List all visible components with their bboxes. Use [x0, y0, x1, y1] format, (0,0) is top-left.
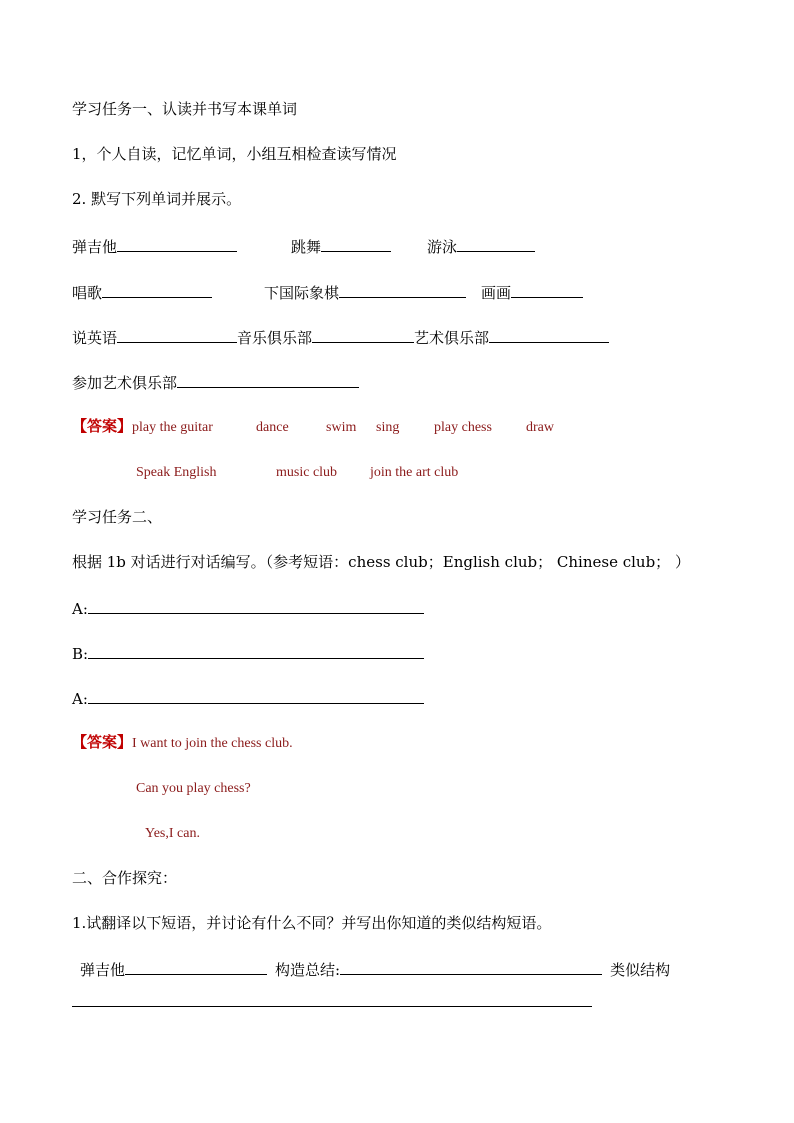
dialog-line-a2: [72, 686, 424, 708]
answer-text: draw: [526, 420, 555, 435]
answer-blank[interactable]: [321, 234, 391, 252]
vocab-label: 参加艺术俱乐部: [72, 374, 178, 392]
answer-blank[interactable]: [457, 234, 535, 252]
answer-text: I want to join the chess club.: [132, 736, 293, 751]
answer-blank[interactable]: [312, 325, 414, 343]
answer-tag: 【答案】: [72, 733, 133, 751]
answer-text: music club: [276, 465, 338, 480]
answer-blank[interactable]: [125, 957, 267, 975]
phrase-label: 弹吉他: [80, 961, 126, 979]
answer-text: Can you play chess?: [136, 781, 251, 796]
task2-prompt: 根据 1b 对话进行对话编写。（参考短语：chess club；English club； Chinese club； ）: [72, 553, 690, 571]
answer-blank[interactable]: [177, 370, 359, 388]
task1-answer-row-1: [72, 415, 554, 437]
vocab-label: 下国际象棋: [264, 284, 340, 302]
cooperate-title: 二、合作探究：: [72, 869, 178, 887]
answer-text: Yes,I can.: [145, 826, 200, 841]
answer-text: play chess: [434, 420, 492, 435]
answer-text: join the art club: [370, 465, 459, 480]
task2-answer-3: [145, 821, 200, 843]
answer-text: dance: [256, 420, 289, 435]
vocab-label: 游泳: [427, 238, 458, 256]
summary-blank[interactable]: [340, 957, 602, 975]
task1-step2: 2. 默写下列单词并展示。: [72, 190, 242, 208]
vocab-label: 唱歌: [72, 284, 103, 302]
answer-text: play the guitar: [132, 420, 213, 435]
speaker-label: B:: [72, 645, 89, 663]
task1-answer-row-2: [136, 460, 458, 482]
task1-step1: 1，个人自读，记忆单词，小组互相检查读写情况: [72, 145, 397, 163]
answer-text: swim: [326, 420, 357, 435]
answer-text: sing: [376, 420, 400, 435]
answer-blank[interactable]: [117, 325, 237, 343]
vocab-row-3: [72, 325, 609, 347]
summary-label: 构造总结:: [275, 961, 341, 979]
speaker-label: A:: [72, 600, 88, 618]
vocab-label: 说英语: [72, 329, 118, 347]
vocab-label: 艺术俱乐部: [414, 329, 490, 347]
dialog-line-b: [72, 641, 424, 663]
dialog-blank[interactable]: [88, 641, 424, 659]
answer-blank[interactable]: [102, 280, 212, 298]
answer-text: Speak English: [136, 465, 217, 480]
task2-answer-2: [136, 776, 251, 798]
similar-label: 类似结构: [610, 961, 671, 979]
answer-blank[interactable]: [117, 234, 237, 252]
similar-structure-blank[interactable]: [72, 1006, 592, 1007]
dialog-line-a1: [72, 596, 424, 618]
answer-blank[interactable]: [339, 280, 466, 298]
task1-title: 学习任务一、认读并书写本课单词: [72, 100, 298, 118]
answer-tag: 【答案】: [72, 417, 133, 435]
vocab-label: 跳舞: [291, 238, 322, 256]
vocab-row-2: [72, 280, 583, 302]
task2-title: 学习任务二、: [72, 508, 163, 526]
answer-blank[interactable]: [489, 325, 609, 343]
cooperate-question-1: 1.试翻译以下短语，并讨论有什么不同？并写出你知道的类似结构短语。: [72, 914, 552, 932]
speaker-label: A:: [72, 690, 88, 708]
task2-answer-1: [72, 731, 293, 753]
answer-blank[interactable]: [511, 280, 583, 298]
vocab-label: 画画: [481, 284, 512, 302]
vocab-label: 音乐俱乐部: [237, 329, 313, 347]
vocab-row-1: [72, 234, 535, 256]
vocab-label: 弹吉他: [72, 238, 118, 256]
vocab-row-4: [72, 370, 359, 392]
structure-row: [80, 957, 670, 979]
dialog-blank[interactable]: [88, 686, 424, 704]
dialog-blank[interactable]: [88, 596, 424, 614]
